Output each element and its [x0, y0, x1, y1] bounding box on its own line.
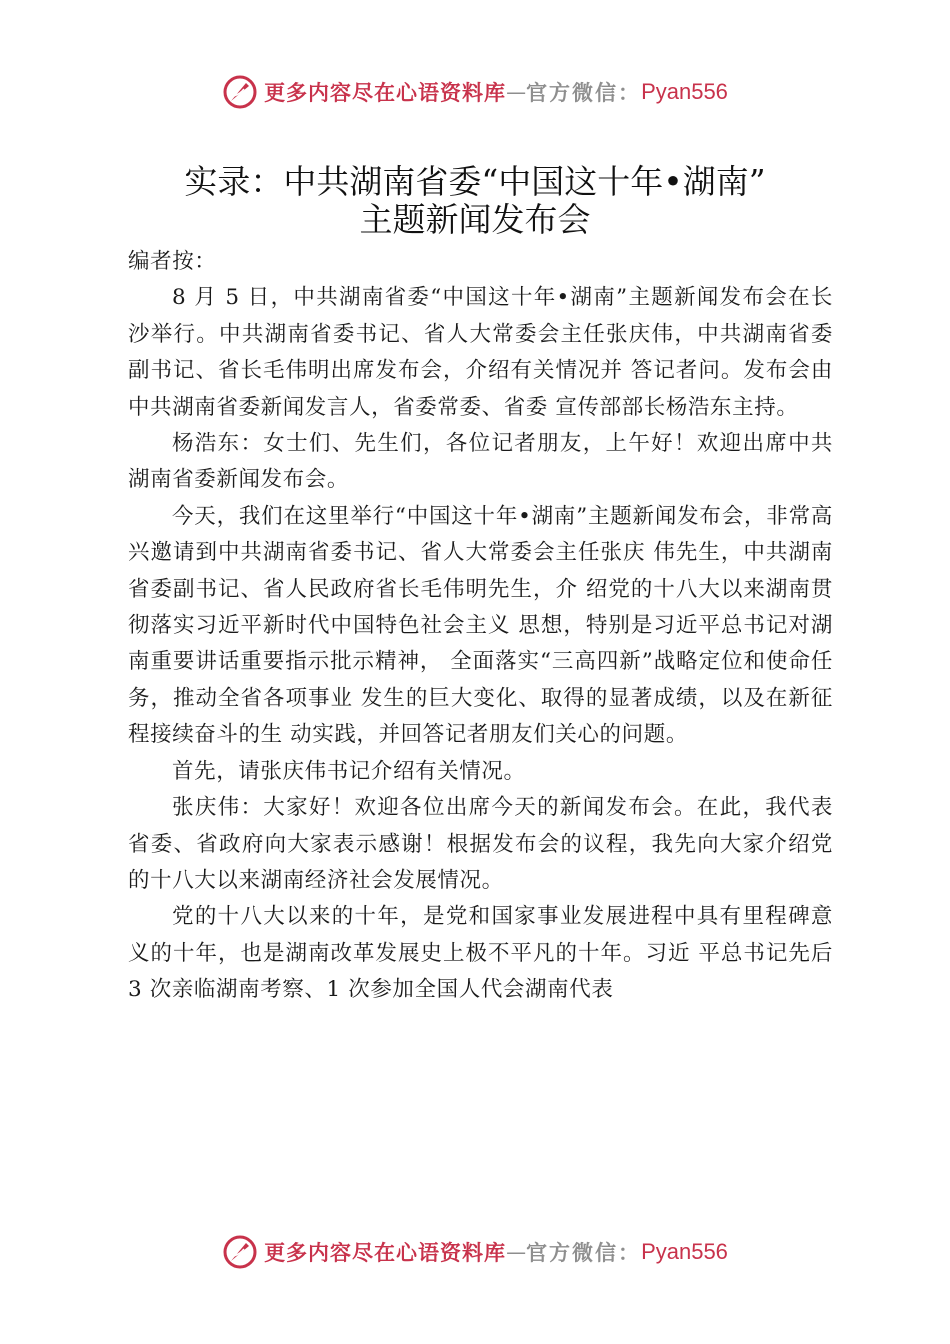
banner-text: 更多内容尽在心语资料库	[264, 81, 507, 105]
quill-logo-icon	[222, 74, 258, 110]
article-body	[128, 244, 833, 1009]
editor-note-label: 编者按：	[128, 249, 217, 274]
paragraph: 8 月 5 日，中共湖南省委“中国这十年•湖南”主题新闻发布会在长沙举行。中共湖南省委书记、省人大常委会主任张庆伟，中共湖南省委副书记、省长毛伟明出席发布会，介绍有关情况并 答记者问。发布会由中共湖南省委新闻发言人，省委常委、省委 宣传部部长杨浩东主持。	[128, 285, 833, 420]
banner-dash: —	[506, 1240, 527, 1264]
paragraph: 张庆伟：大家好！欢迎各位出席今天的新闻发布会。在此，我代表省委、省政府向大家表示感谢！根据发布会的议程，我先向大家介绍党的十八大以来湖南经济社会发展情况。	[128, 795, 833, 893]
quill-logo-icon	[222, 1234, 258, 1270]
page-title-line1: 实录：中共湖南省委“中国这十年•湖南”	[184, 162, 766, 201]
banner-wechat-id: Pyan556	[641, 1239, 728, 1264]
paragraph: 杨浩东：女士们、先生们，各位记者朋友，上午好！欢迎出席中共湖南省委新闻发布会。	[128, 431, 833, 493]
footer-banner	[0, 1232, 950, 1272]
banner-wechat-id: Pyan556	[641, 79, 728, 104]
paragraph: 今天，我们在这里举行“中国这十年•湖南”主题新闻发布会，非常高兴邀请到中共湖南省委书记、省人大常委会主任张庆 伟先生，中共湖南省委副书记、省人民政府省长毛伟明先生，介 绍党的十八大以来湖南贯彻落实习近平新时代中国特色社会主义 思想，特别是习近平总书记对湖南重要讲话重要指示批示精神， 全面落实“三高四新”战略定位和使命任务，推动全省各项事业 发生的巨大变化、取得的显著成绩，以及在新征程接续奋斗的生 动实践，并回答记者朋友们关心的问题。	[128, 503, 833, 748]
paragraph: 首先，请张庆伟书记介绍有关情况。	[172, 758, 526, 784]
page-title-line2: 主题新闻发布会	[359, 200, 591, 239]
banner-wechat-label: 官方微信：	[526, 81, 642, 105]
banner-text: 更多内容尽在心语资料库	[264, 1241, 507, 1265]
paragraph: 党的十八大以来的十年，是党和国家事业发展进程中具有里程碑意义的十年，也是湖南改革发展史上极不平凡的十年。习近 平总书记先后 3 次亲临湖南考察、1 次参加全国人代会湖南代表	[128, 904, 833, 1003]
header-banner	[0, 72, 950, 112]
banner-wechat-label: 官方微信：	[526, 1241, 642, 1265]
banner-dash: —	[506, 80, 527, 104]
